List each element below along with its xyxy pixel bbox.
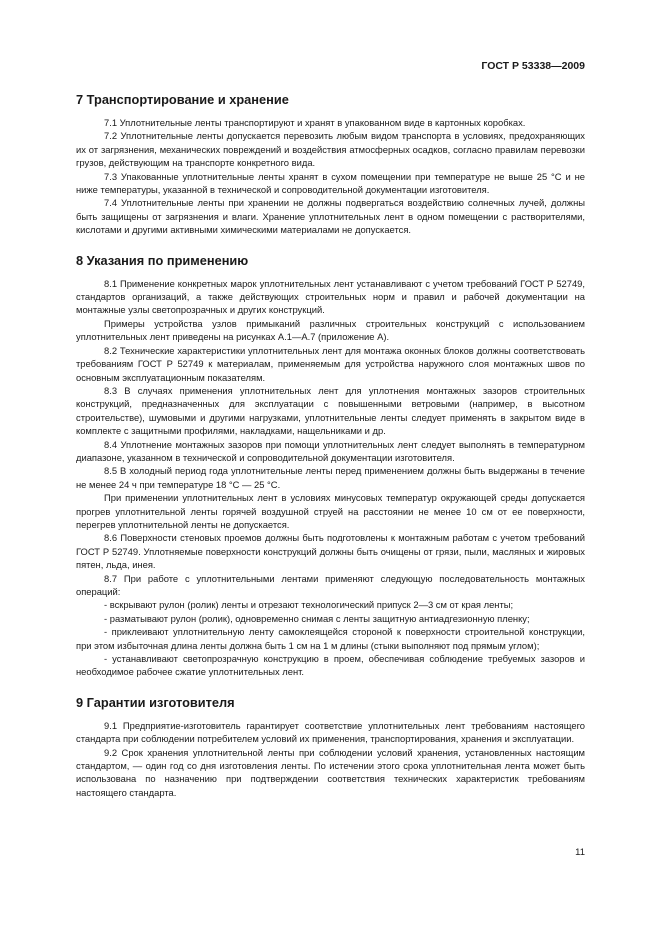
- standard-designation: ГОСТ Р 53338—2009: [481, 60, 585, 72]
- section-heading: 7 Транспортирование и хранение: [76, 92, 289, 107]
- paragraph: Примеры устройства узлов примыканий различных строительных конструкций с использованием уплотнительных лент приведены на рисунках А.1—А.7 (приложение А).: [76, 317, 585, 343]
- paragraph: 8.4 Уплотнение монтажных зазоров при помощи уплотнительных лент следует выполнять в температурном диапазоне, указанном в технической и сопроводительной документации изготовителя.: [76, 438, 585, 463]
- section-usage-instructions: [76, 253, 585, 679]
- paragraph: 9.2 Срок хранения уплотнительной ленты при соблюдении условий хранения, установленных настоящим стандартом, — один год со дня изготовления ленты. По истечении этого срока уплотнительная лента может быть использована по назначению при подтверждении соответствия технических характеристик требованиям настоящего стандарта.: [76, 746, 585, 798]
- paragraph: При применении уплотнительных лент в условиях минусовых температур окружающей среды допускается прогрев уплотнительной ленты горячей воздушной струей на расстоянии не менее 10 см от ее поверхности, перегрев уплотнительной ленты не допускается.: [76, 492, 585, 530]
- paragraph: 7.1 Уплотнительные ленты транспортируют и хранят в упакованном виде в картонных коробках.: [104, 117, 526, 128]
- list-item: - приклеивают уплотнительную ленту самоклеящейся стороной к поверхности строительной конструкции, при этом избыточная длина ленты должна быть 1 см на 1 м длины (стыки выполняют под прямым углом);: [76, 626, 585, 651]
- section-manufacturer-warranty: [76, 695, 585, 799]
- section-heading: 9 Гарантии изготовителя: [76, 694, 235, 710]
- section-heading: 8 Указания по применению: [76, 252, 249, 268]
- list-item: - разматывают рулон (ролик), одновременно снимая с ленты защитную антиадгезионную пленку;: [104, 612, 530, 624]
- paragraph: 8.5 В холодный период года уплотнительные ленты перед применением должны быть выдержаны в течение не менее 24 ч при температуре 18 °С — 25 °С.: [76, 465, 585, 490]
- paragraph: 8.1 Применение конкретных марок уплотнительных лент устанавливают с учетом требований ГОСТ Р 52749, стандартов организаций, а также действующих строительных норм и правил и рабочей документации на монтажные узлы светопрозрачных и других конструкций.: [76, 277, 585, 316]
- list-item: - вскрывают рулон (ролик) ленты и отрезают технологический припуск 2—3 см от края ленты;: [104, 599, 514, 611]
- paragraph: 8.6 Поверхности стеновых проемов должны быть подготовлены к монтажным работам с учетом требований ГОСТ Р 52749. Уплотняемые поверхности конструкций должны быть очищены от грязи, пыли, масляных и жировых пятен, льда, инея.: [76, 532, 585, 571]
- page-number: 11: [575, 847, 585, 858]
- paragraph: 8.7 При работе с уплотнительными лентами применяют следующую последовательность монтажных операций:: [76, 572, 585, 597]
- paragraph: 8.3 В случаях применения уплотнительных лент для уплотнения монтажных зазоров строительных конструкций, предназначенных для эксплуатации с повышенными ветровыми (например, в высотном строительстве), шумовыми и другими нагрузками, уплотнительные ленты следует применять в закрытом виде в комплекте с защитными профилями, накладками, нащельниками и др.: [76, 384, 585, 437]
- section-transport-storage: [76, 92, 585, 237]
- paragraph: 7.4 Уплотнительные ленты при хранении не должны подвергаться воздействию солнечных лучей, должны быть защищены от загрязнения и влаги. Хранение уплотнительных лент в одном помещении с растворителями, кислотами и другими активными химическими материалами не допускается.: [76, 197, 585, 236]
- paragraph: 9.1 Предприятие-изготовитель гарантирует соответствие уплотнительных лент требованиям настоящего стандарта при соблюдении потребителем условий их применения, транспортирования, хранения и эксплуатации.: [76, 719, 585, 745]
- page-content: [76, 92, 585, 799]
- paragraph: 7.3 Упакованные уплотнительные ленты хранят в сухом помещении при температуре не выше 25 °С и не ниже температуры, указанной в технической и сопроводительной документации изготовителя.: [76, 170, 585, 196]
- paragraph: 7.2 Уплотнительные ленты допускается перевозить любым видом транспорта в условиях, предохраняющих их от загрязнения, механических повреждений и воздействия атмосферных осадков, согласно правилам перевозки грузов, действующим на транспорте конкретного вида.: [76, 130, 585, 169]
- paragraph: 8.2 Технические характеристики уплотнительных лент для монтажа оконных блоков должны соответствовать требованиям ГОСТ Р 52749 к материалам, применяемым для устройства наружного слоя монтажных швов по основным эксплуатационным показателям.: [76, 344, 585, 383]
- list-item: - устанавливают светопрозрачную конструкцию в проем, обеспечивая соблюдение требуемых зазоров и необходимое рабочее сжатие уплотнительных лент.: [76, 653, 585, 678]
